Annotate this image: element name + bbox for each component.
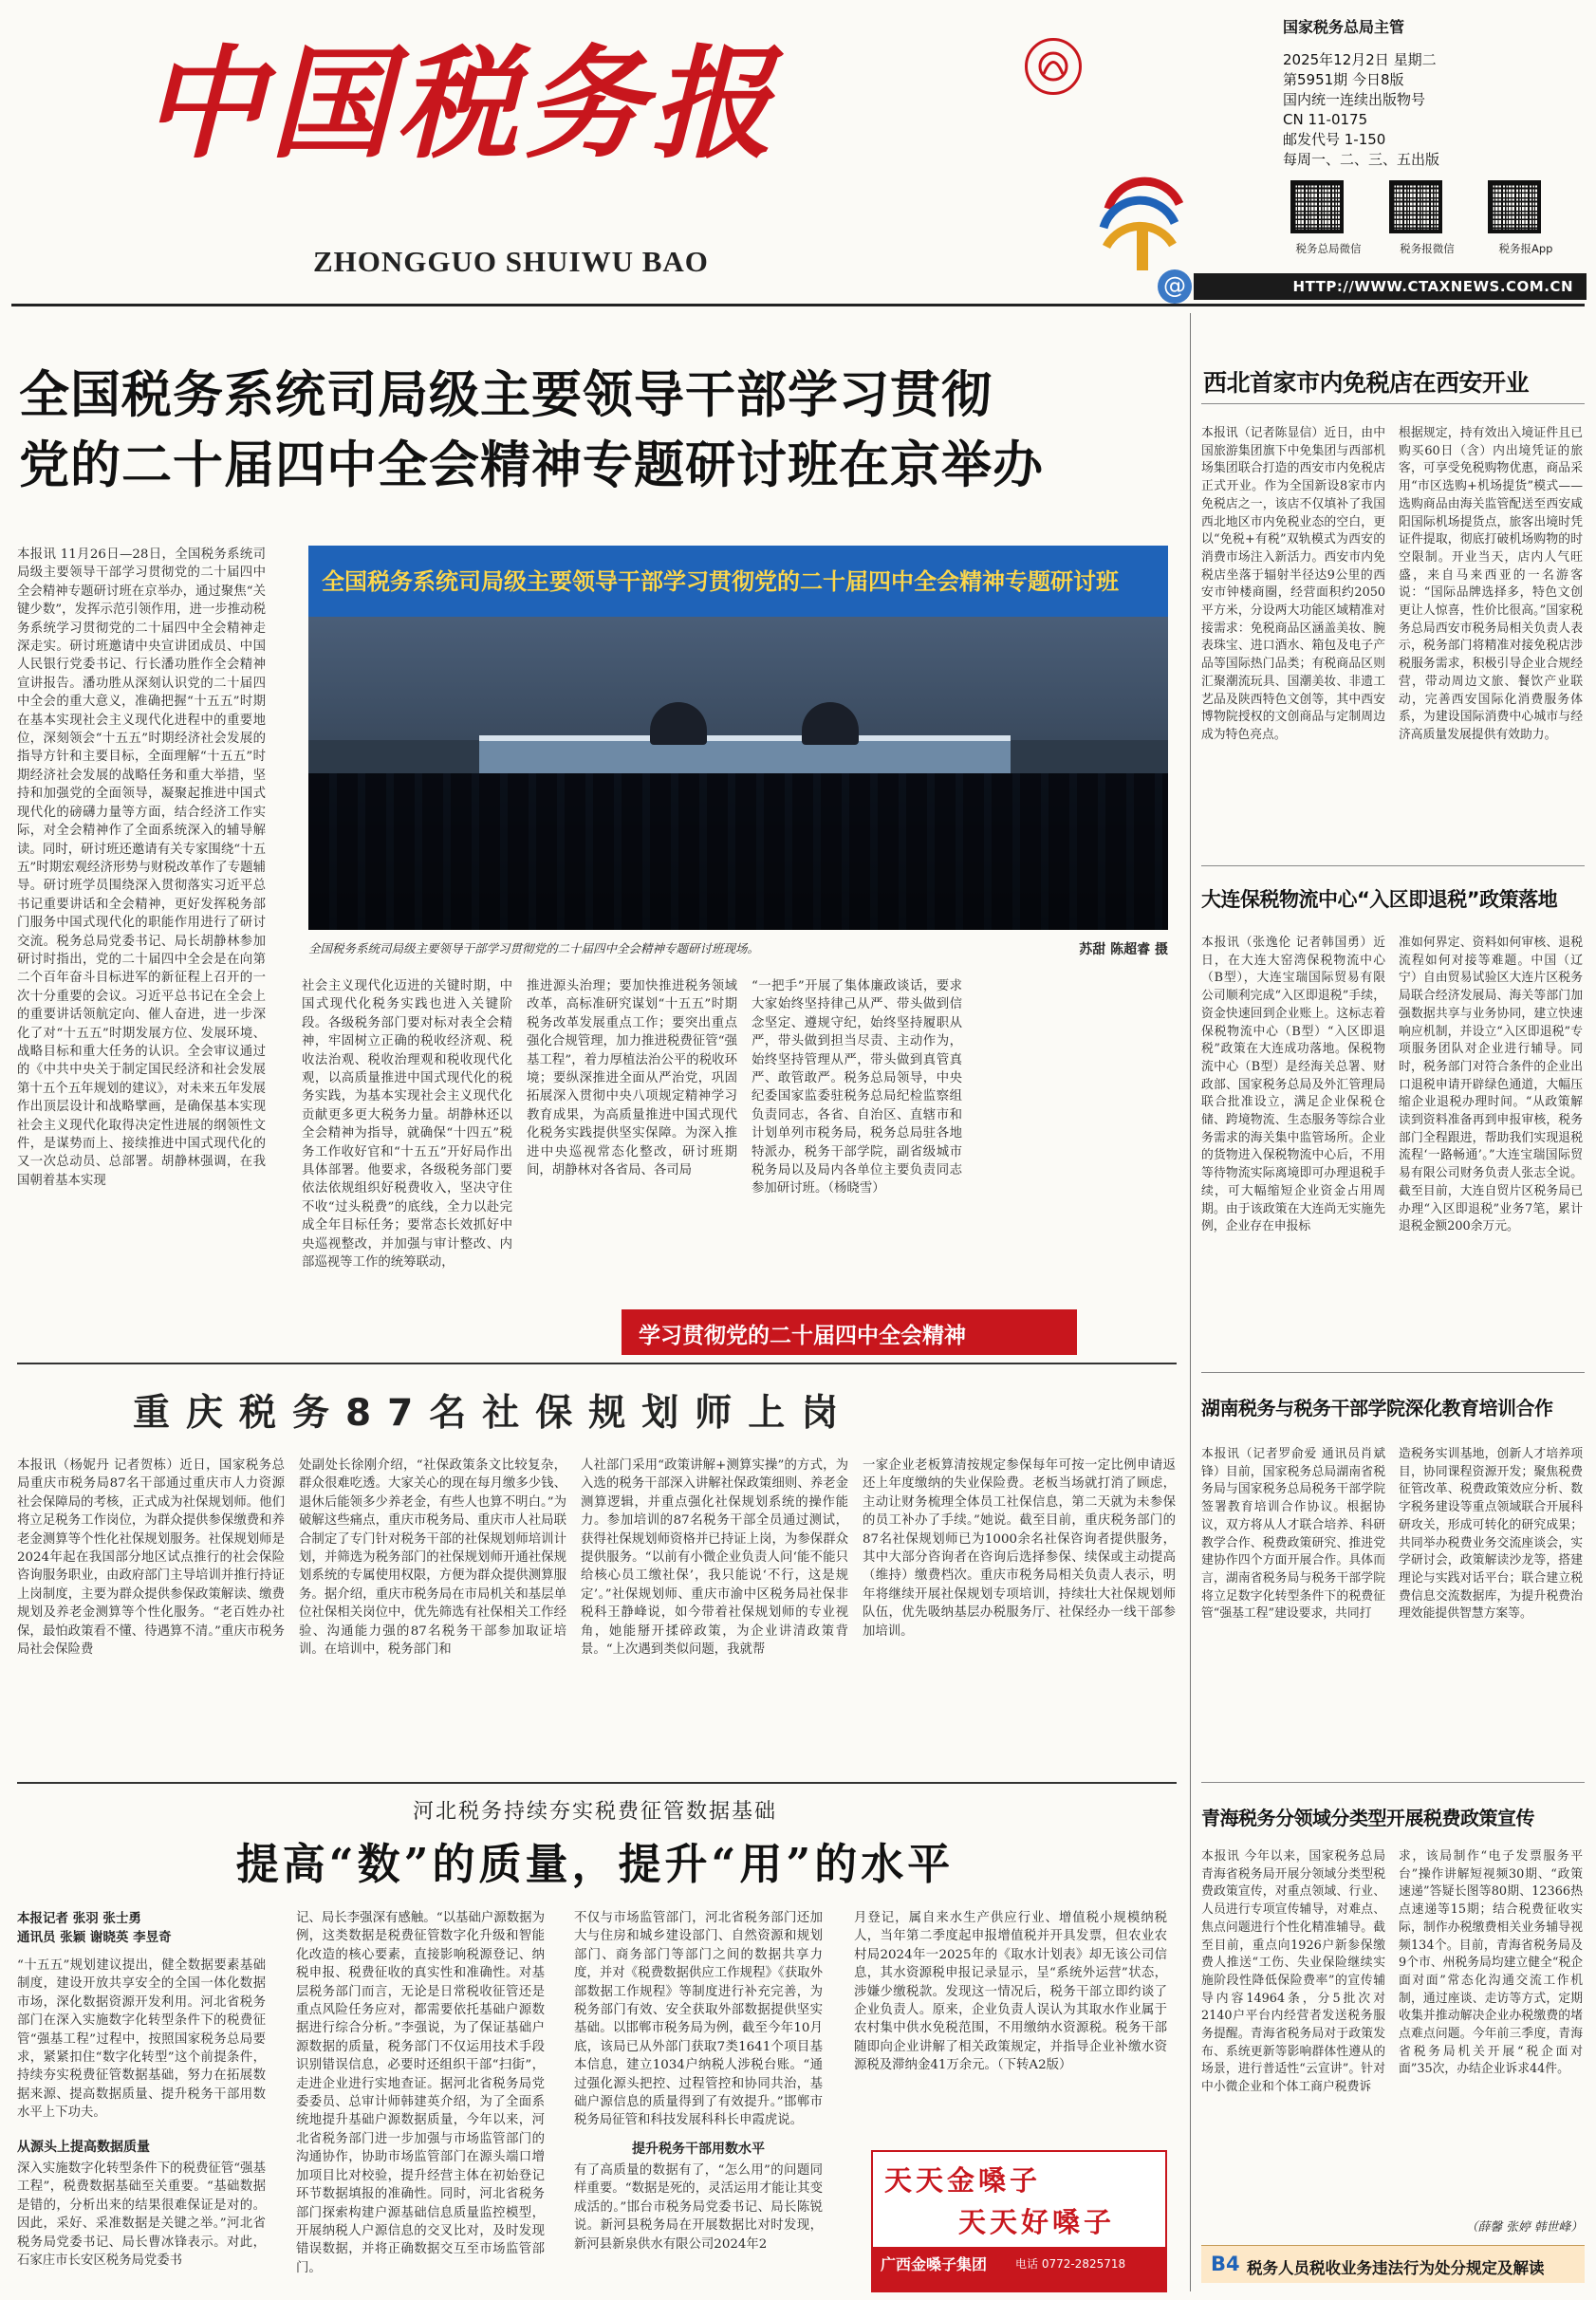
hebei-col1b: 深入实施数字化转型条件下的税费征管“强基工程”，税费数据基础至关重要。“基础数据是错的，分析出来的结果很难保证是对的。因此，采好、采准数据是关键之举。”河北省税务局党委书记、局长曹冰锋表示。对此，石家庄市长安区税务局党委书 [17, 2161, 266, 2269]
side-qinghai-col2: 求，该局制作“电子发票服务平台”操作讲解短视频30期、“政策速递”答疑长图等80期、12366热点速递等15期；结合税费征收实际，制作办税缴费相关业务辅导视频134个。目前，青海省税务局及9个市、州税务局均建立健全“税企面对面”常态化沟通交流工作机制，通过座谈、走访等方式，定期收集并推动解决企业办税缴费的堵点难点问题。今年前三季度，青海省税务局机关开展“税企面对面”35次，办结企业诉求44件。 [1399, 1849, 1583, 2077]
qr-row [1283, 180, 1587, 266]
section-rule-2 [17, 1782, 1177, 1784]
ad-footer [873, 2247, 1165, 2291]
side-dalian-col1: 本报讯（张逸伦 记者韩国勇）近日，在大连大窑湾保税物流中心（B型），大连宝瑞国际贸易有限公司顺利完成“入区即退税”手续，资金快速回到企业账上。这标志着保税物流中心（B型）“入区即退税”政策在大连成功落地。保税物流中心（B型）是经海关总署、财政部、国家税务总局及外汇管理局联合批准设立，满足企业保税仓储、跨境物流、生态服务等综合业务需求的海关集中监管场所。企业的货物进入保税物流中心后，不用等待物流实际离境即可办理退税手续，可大幅缩短企业资金占用周期。由于该政策在大连尚无实施先例，企业存在申报标 [1201, 936, 1385, 1234]
ad-line2: 天天好嗓子 [958, 2206, 1116, 2238]
tax-logo-icon [1099, 171, 1184, 275]
at-icon: @ [1158, 269, 1192, 304]
lead-photo [308, 546, 1168, 930]
lead-col4: “一把手”开展了集体廉政谈话，要求大家始终坚持律己从严、带头做到信念坚定、遵规守纪，始终坚持履职从严，带头做到担当尽责、主动作为，始终坚持管理从严，带头做到真管真严、敢管敢严。税务总局领导，中央纪委国家监委驻税务总局纪检监察组负责同志，各省、自治区、直辖市和计划单列市税务局，税务总局驻各地特派办，税务干部学院，副省级城市税务局以及局内各单位主要负责同志参加研讨班。（杨晓雪） [752, 979, 962, 1196]
ad-company: 广西金嗓子集团 [881, 2255, 988, 2273]
lead-col2: 社会主义现代化迈进的关键时期，中国式现代化税务实践也进入关键阶段。各级税务部门要对标对表全会精神，牢固树立正确的税收经济观、税收法治观、税收治理观和税收现代化观，以高质量推进中国式现代化的税务实践，为基本实现社会主义现代化贡献更多更大税务力量。胡静林还以全会精神为指导，就确保“十四五”税务工作收好官和“十五五”开好局作出具体部署。他要求，各级税务部门要依法依规组织好税费收入，坚决守住不收“过头税费”的底线，全力以赴完成全年目标任务；要常态长效抓好中央巡视整改，并加强与审计整改、内部巡视等工作的统筹联动， [302, 979, 512, 1271]
schedule: 每周一、二、三、五出版 [1283, 151, 1440, 168]
hebei-col3b: 有了高质量的数据有了，“怎么用”的问题同样重要。“数据是死的，灵活运用才能让其变成活的。”邯台市税务局党委书记、局长陈锐说。新河县税务局在开展数据比对时发现，新河县新泉供水有限公司2024年2 [574, 2163, 823, 2252]
photo-caption-text: 全国税务系统司局级主要领导干部学习贯彻党的二十届四中全会精神专题研讨班现场。 [308, 941, 760, 955]
website-url[interactable]: HTTP://WWW.CTAXNEWS.COM.CN [1292, 278, 1573, 295]
side-qinghai-byline: （薛馨 张婷 韩世峰） [1465, 2220, 1583, 2235]
side-dalian-headline: 大连保税物流中心“入区即退税”政策落地 [1201, 888, 1558, 911]
lead-headline-line1: 全国税务系统司局级主要领导干部学习贯彻 [19, 366, 993, 424]
side-xian-col2: 根据规定，持有效出入境证件且已购买60日（含）内出境凭证的旅客，可享受免税购物优惠，商品采用“市区选购+机场提货”模式——选购商品由海关监管配送至西安咸阳国际机场提货点，旅客出境时凭证件提取，彻底打破机场购物的时空限制。开业当天，店内人气旺盛，来自马来西亚的一名游客说：“国际品牌选择多，特色文创更让人惊喜，性价比很高。”国家税务总局西安市税务局相关负责人表示，税务部门将精准对接免税店涉税服务需求，积极引导企业合规经营，带动周边文旅、餐饮产业联动，完善西安国际化消费服务体系，为建设国际消费中心城市与经济高质量发展提供有效助力。 [1399, 426, 1583, 742]
cn-number: CN 11-0175 [1283, 111, 1368, 128]
hebei-col2: 记、局长李强深有感触。“以基础户源数据为例，这类数据是税费征管数字化升级和智能化改造的核心要素，直接影响税源登记、纳税申报、税费征收的真实性和准确性。对基层税务部门而言，无论是日常税收征管还是重点风险任务应对，都需要依托基础户源数据进行综合分析。”李强说，为了保证基础户源数据的质量，税务部门不仅运用技术手段识别错误信息，必要时还组织干部“扫街”，走进企业进行实地查证。据河北省税务局党委委员、总审计师韩建英介绍，为了全面系统地提升基础户源数据质量，今年以来，河北省税务部门进一步加强与市场监管部门的沟通协作，协助市场监管部门在源头端口增加项目比对校验，提升经营主体在初始登记环节数据填报的准确性。同时，河北省税务部门探索构建户源基础信息质量监控模型，开展纳税人户源信息的交叉比对，及时发现错误数据，并将正确数据交互至市场监管部门。 [296, 1911, 545, 2275]
qr-label: 税务报App [1498, 242, 1553, 255]
hebei-kicker: 河北税务持续夯实税费征管数据基础 [412, 1800, 777, 1824]
photo-banner-text: 全国税务系统司局级主要领导干部学习贯彻党的二十届四中全会精神专题研讨班 [322, 568, 1119, 595]
chongqing-col3: 人社部门采用“政策讲解+测算实操”的方式，为入选的税务干部深入讲解社保政策细则、养老金测算逻辑，并重点强化社保规划系统的操作能力。参加培训的87名税务干部全员通过测试，获得社保规划师资格并已持证上岗，为参保群众提供服务。“以前有小微企业负责人问‘能不能只给核心员工缴社保’，我只能说‘不行，这是规定’。”社保规划师、重庆市渝中区税务局社保非税科王静峰说，如今带着社保规划师的专业视角，她能掰开揉碎政策，为企业讲清政策背景。“上次遇到类似问题，我就帮 [581, 1458, 848, 1658]
lead-col3: 推进源头治理；要加快推进税务领域改革，高标准研究谋划“十五五”时期税务改革发展重点工作；要突出重点强化合规管理，加力推进税费征管“强基工程”，着力厚植法治公平的税收环境；要纵深推进全面从严治党，巩固拓展深入贯彻中央八项规定精神学习教育成果，为高质量推进中国式现代化税务实践提供坚实保障。为深入推进中央巡视常态化整改，研讨班期间，胡静林对各省局、各司局 [527, 979, 737, 1178]
sidebar-divider [1190, 313, 1191, 2291]
lead-col1: 本报讯 11月26日—28日，全国税务系统司局级主要领导干部学习贯彻党的二十届四中全会精神专题研讨班在京举办，通过聚焦“关键少数”，发挥示范引领作用，进一步推动税务系统学习贯彻党的二十届四中全会精神走深走实。研讨班邀请中央宣讲团成员、中国人民银行党委书记、行长潘功胜作全会精神宣讲报告。潘功胜从深刻认识党的二十届四中全会的重大意义，准确把握“十五五”时期在基本实现社会主义现代化进程中的重要地位，深刻领会“十五五”时期经济社会发展的指导方针和主要目标，全面理解“十五五”时期经济社会发展的战略任务和重大举措，坚持和加强党的全面领导，凝聚起推进中国式现代化的磅礴力量等方面，结合经济工作实际，对全会精神作了全面系统深入的辅导解读。同时，研讨班还邀请有关专家围绕“十五五”时期宏观经济形势与财税改革作了专题辅导。研讨班学员围绕深入贯彻落实习近平总书记重要讲话和全会精神，更好发挥税务部门服务中国式现代化的职能作用进行了研讨交流。税务总局党委书记、局长胡静林参加研讨时指出，党的二十届四中全会是在向第二个百年奋斗目标进军的新征程上召开的一次十分重要的会议。习近平总书记在全会上的重要讲话领航定向、催人奋进，进一步深化了对“十五五”时期发展方位、发展环境、战略目标和重大任务的认识。全会审议通过的《中共中央关于制定国民经济和社会发展第十五个五年规划的建议》，对未来五年发展作出顶层设计和战略擘画，是确保基本实现社会主义现代化取得决定性进展的纲领性文件，是谋势而上、接续推进中国式现代化的又一次总动员、总部署。胡静林强调，在我国朝着基本实现 [17, 547, 266, 1188]
side-hunan-headline: 湖南税务与税务干部学院深化教育培训合作 [1201, 1397, 1553, 1419]
qr-label: 税务总局微信 [1295, 242, 1362, 255]
hebei-col3: 不仅与市场监管部门，河北省税务部门还加大与住房和城乡建设部门、自然资源和规划部门、商务部门等部门之间的数据共享力度，并对《税费数据供应工作规程》《获取外部数据工作规程》等制度进行补充完善，为税务部门有效、安全获取外部数据提供坚实基础。以邯郸市税务局为例，截至今年10月底，该局已从外部门获取7类1641个项目基本信息，建立1034户纳税人涉税台账。“通过强化源头把控、过程管控和协同共治，基础户源信息的质量得到了有效提升。”邯郸市税务局征管和科技发展科科长申霞虎说。 [574, 1911, 823, 2128]
side-qinghai-headline: 青海税务分领域分类型开展税费政策宣传 [1201, 1807, 1534, 1829]
website-bar[interactable] [1163, 272, 1587, 300]
hebei-col4: 月登记，属自来水生产供应行业、增值税小规模纳税人，当年第二季度起申报增值税并开具发票，但农业农村局2024年一2025年的《取水计划表》却无该公司信息，其水资源税申报记录显示，呈“系统外运营”状态，涉嫌少缴税款。发现这一情况后，税务干部立即约谈了企业负责人。原来，企业负责人误认为其取水作业属于农村集中供水免税范围，不用缴纳水资源税。税务干部随即向企业讲解了相关政策规定，并指导企业补缴水资源税及滞纳金41万余元。（下转A2版） [854, 1911, 1167, 2073]
hebei-byline-2: 通讯员 张颖 谢晓英 李昱奇 [17, 1930, 172, 1945]
hebei-subhead-1: 从源头上提高数据质量 [17, 2140, 150, 2155]
stage-wall [308, 617, 1168, 740]
masthead-info [1283, 17, 1587, 170]
lead-tag-text: 学习贯彻党的二十届四中全会精神 [639, 1324, 966, 1348]
chongqing-headline: 重庆税务87名社保规划师上岗 [133, 1392, 855, 1435]
photo-banner [308, 546, 1168, 617]
chongqing-col4: 一家企业老板算清按规定参保每年可按一定比例申请返还上年度缴纳的失业保险费。老板当场就打消了顾虑，主动让财务梳理全体员工社保信息，第二天就为未参保的员工补办了手续。”她说。截至目前，重庆税务部门的87名社保规划师已为1000余名社保咨询者提供服务，其中大部分咨询者在咨询后选择参保、续保或主动提高（维持）缴费档次。重庆市税务局相关负责人表示，明年将继续开展社保规划专项培训，持续壮大社保规划师队伍，优先吸纳基层办税服务厅、社保经办一线干部参加培训。 [863, 1458, 1176, 1639]
date-line: 2025年12月2日 星期二 [1283, 51, 1437, 68]
hebei-subhead-2: 提升税务干部用数水平 [632, 2142, 765, 2157]
ad-phone: 电话 0772-2825718 [1015, 2257, 1126, 2271]
lead-tag [622, 1309, 1077, 1355]
lead-headline-line2: 党的二十届四中全会精神专题研讨班在京举办 [19, 436, 1044, 494]
side-rule [1201, 403, 1585, 404]
ad-line1: 天天金嗓子 [884, 2164, 1042, 2197]
side-rule [1201, 1782, 1585, 1783]
photo-caption [308, 939, 1168, 956]
qr-code-icon[interactable] [1290, 180, 1344, 233]
hebei-byline-1: 本报记者 张羽 张士勇 [17, 1911, 141, 1926]
chongqing-col2: 处副处长徐刚介绍，“社保政策条文比较复杂，群众很难吃透。大家关心的现在每月缴多少钱、退休后能领多少养老金，有些人也算不明白。”为破解这些痛点，重庆市税务局、重庆市人社局联合制定了专门针对税务干部的社保规划师培训计划，并筛选为税务部门的社保规划师开通社保规划系统的专属使用权限，方便为群众提供测算服务。据介绍，重庆市税务局在市局机关和基层单位社保相关岗位中，优先筛选有社保相关工作经验、沟通能力强的87名税务干部参加取证培训。在培训中，税务部门和 [299, 1458, 566, 1658]
masthead-rule [11, 304, 1585, 306]
side-hunan-col2: 造税务实训基地，创新人才培养项目，协同课程资源开发；聚焦税费征管改革、税费政策效应分析、数字税务建设等重点领域联合开展科研攻关，形成可转化的研究成果；共同举办税费业务交流座谈会，实学研讨会，政策解读沙龙等，搭建理论与实践对话平台；联合建立税费信息交流数据库，为提升税费治理效能提供智慧方案等。 [1399, 1447, 1583, 1622]
issue-line: 第5951期 今日8版 [1283, 71, 1404, 88]
podium-table [479, 735, 1011, 773]
cn-label: 国内统一连续出版物号 [1283, 91, 1426, 108]
hebei-col1: “十五五”规划建议提出，健全数据要素基础制度，建设开放共享安全的全国一体化数据市场，深化数据资源开发利用。河北省税务部门在深入实施数字化转型条件下的税费征管“强基工程”过程中，按照国家税务总局要求，紧紧扣住“数字化转型”这个前提条件，持续夯实税费征管数据基础，努力在拓展数据来源、提高数据质量、提升税务干部用数水平上下功夫。 [17, 1958, 266, 2121]
side-rule [1201, 865, 1585, 866]
hebei-bylines [17, 1909, 264, 1947]
side-hunan-col1: 本报讯（记者罗俞爱 通讯员肖斌锋）目前，国家税务总局湖南省税务局与国家税务总局税务干部学院签署教育培训合作协议。根据协议，双方将从人才联合培养、科研教学合作、税费政策研究、推进党建协作四个方面开展合作。具体而言，湖南省税务局与税务干部学院将立足数字化转型条件下的税费征管“强基工程”建设要求，共同打 [1201, 1447, 1385, 1622]
hebei-headline: 提高“数”的质量，提升“用”的水平 [235, 1839, 955, 1889]
side-xian-col1: 本报讯（记者陈显信）近日，由中国旅游集团旗下中免集团与西部机场集团联合打造的西安市内免税店正式开业。作为全国新设8家市内免税店之一，该店不仅填补了我国西北地区市内免税业态的空白，更以“免税+有税”双轨模式为西安的消费市场注入新活力。西安市内免税店坐落于辐射半径达9公里的西安市钟楼商圈，经营面积约2050平方米，分设两大功能区域精准对接需求：免税商品区涵盖美妆、腕表珠宝、进口酒水、箱包及电子产品等国际热门品类；有税商品区则汇聚潮流玩具、国潮美妆、非遗工艺品及陕西特色文创等，其中西安博物院授权的文创商品与定制周边成为特色亮点。 [1201, 426, 1385, 742]
preview-text: 税务人员税收业务违法行为处分规定及解读 [1247, 2259, 1545, 2277]
emblem-icon [1025, 38, 1082, 95]
side-qinghai-col1: 本报讯 今年以来，国家税务总局青海省税务局开展分领域分类型税费政策宣传，对重点领域、行业、人员进行专项宣传辅导，对难点、焦点问题进行个性化精准辅导。截至目前，重点向1926户新参保缴费人推送“工伤、失业保险继续实施阶段性降低保险费率”的宣传辅导内容14964条，分5批次对2140户平台内经营者发送税务服务提醒。青海省税务局对于政策发布、系统更新等影响群体性遵从的场景，进行普适性“云宣讲”。针对中小微企业和个体工商户税费诉 [1201, 1849, 1385, 2095]
masthead-pinyin: ZHONGGUO SHUIWU BAO [313, 245, 709, 278]
photo-credit: 苏甜 陈超睿 摄 [1079, 942, 1168, 957]
qr-code-icon[interactable] [1389, 180, 1442, 233]
qr-label: 税务报微信 [1400, 242, 1455, 255]
jinsangzi-ad[interactable] [871, 2150, 1167, 2292]
masthead [0, 0, 1596, 313]
side-xian-headline: 西北首家市内免税店在西安开业 [1203, 369, 1530, 397]
chongqing-col1: 本报讯（杨妮丹 记者贺栋）近日，国家税务总局重庆市税务局87名干部通过重庆市人力资源社会保障局的考核，正式成为社保规划师。他们将立足税务工作岗位，为群众提供参保缴费和养老金测算等个性化社保规划服务。社保规划师是2024年起在我国部分地区试点推行的社会保险咨询服务职业，由政府部门主导培训并推行持证上岗制度，主要为群众提供参保政策解读、缴费规划及养老金测算等个性化服务。“老百姓办社保，最怕政策看不懂、待遇算不清。”重庆市税务局社会保险费 [17, 1458, 285, 1658]
preview-box[interactable] [1201, 2245, 1585, 2283]
audience [308, 773, 1168, 930]
masthead-title: 中国税务报 [142, 33, 779, 176]
side-rule [1201, 1372, 1585, 1373]
section-rule-1 [17, 1363, 1177, 1364]
preview-page: B4 [1211, 2253, 1240, 2275]
post-code: 邮发代号 1-150 [1283, 131, 1386, 148]
side-dalian-col2: 准如何界定、资料如何审核、退税流程如何对接等难题。中国（辽宁）自由贸易试验区大连片区税务局联合经济发展局、海关等部门加强数据共享与业务协同，建立快速响应机制，并设立“入区即退税”专项服务团队对企业进行辅导。同时，税务部门对符合条件的企业出口退税申请开辟绿色通道，大幅压缩企业退税办理时间。“从政策解读到资料准备再到申报审核，税务部门全程跟进，帮助我们实现退税流程‘一路畅通’。”大连宝瑞国际贸易有限公司财务负责人张志全说。截至目前，大连自贸片区税务局已办理“入区即退税”业务7笔，累计退税金额200余万元。 [1399, 936, 1583, 1234]
sponsor: 国家税务总局主管 [1283, 18, 1405, 36]
lead-headline [19, 361, 1177, 501]
qr-code-icon[interactable] [1488, 180, 1541, 233]
